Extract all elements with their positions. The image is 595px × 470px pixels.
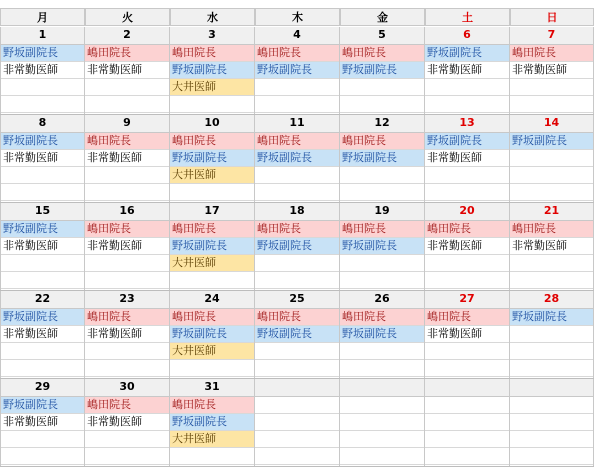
doctor-shift-entry: 非常勤医師 xyxy=(1,62,84,79)
empty-slot xyxy=(510,343,593,360)
empty-slot xyxy=(1,167,84,184)
doctor-shift-entry: 嶋田院長 xyxy=(85,221,169,238)
doctor-shift-entry: 大井医師 xyxy=(170,167,254,184)
doctor-shift-entry: 非常勤医師 xyxy=(85,150,169,167)
empty-slot xyxy=(170,96,254,113)
day-number: 30 xyxy=(85,379,169,397)
empty-slot xyxy=(510,79,593,96)
doctor-shift-entry: 嶋田院長 xyxy=(340,133,424,150)
doctor-shift-entry: 非常勤医師 xyxy=(510,62,593,79)
calendar-day-cell[interactable] xyxy=(170,115,255,203)
doctor-shift-entry: 野坂副院長 xyxy=(425,45,509,62)
empty-slot xyxy=(510,414,593,431)
empty-slot xyxy=(85,96,169,113)
doctor-shift-entry: 嶋田院長 xyxy=(85,133,169,150)
empty-slot xyxy=(170,184,254,201)
empty-slot xyxy=(255,255,339,272)
doctor-shift-entry: 嶋田院長 xyxy=(510,221,593,238)
doctor-shift-entry: 非常勤医師 xyxy=(1,150,84,167)
doctor-shift-entry: 大井医師 xyxy=(170,79,254,96)
weekday-header-fri: 金 xyxy=(340,8,425,26)
calendar-day-cell[interactable] xyxy=(170,291,255,379)
calendar-day-cell[interactable] xyxy=(0,203,85,291)
empty-slot xyxy=(85,448,169,465)
day-number: 23 xyxy=(85,291,169,309)
doctor-shift-entry: 嶋田院長 xyxy=(340,45,424,62)
empty-slot xyxy=(510,360,593,377)
calendar-day-cell[interactable] xyxy=(340,379,425,467)
day-number: 9 xyxy=(85,115,169,133)
empty-slot xyxy=(85,343,169,360)
weekday-header-sat: 土 xyxy=(425,8,510,26)
calendar-day-cell[interactable] xyxy=(510,203,594,291)
empty-slot xyxy=(1,255,84,272)
calendar-day-cell[interactable] xyxy=(510,379,594,467)
empty-slot xyxy=(510,184,593,201)
calendar-day-cell[interactable] xyxy=(170,27,255,115)
empty-slot xyxy=(340,255,424,272)
empty-slot xyxy=(340,431,424,448)
empty-slot xyxy=(255,431,339,448)
empty-slot xyxy=(340,397,424,414)
calendar-day-cell[interactable] xyxy=(85,115,170,203)
calendar-day-cell[interactable] xyxy=(425,203,510,291)
empty-slot xyxy=(1,96,84,113)
day-number: 28 xyxy=(510,291,593,309)
calendar-day-cell[interactable] xyxy=(85,203,170,291)
empty-slot xyxy=(425,272,509,289)
doctor-shift-entry: 嶋田院長 xyxy=(85,45,169,62)
day-number: 6 xyxy=(425,27,509,45)
calendar-day-cell[interactable] xyxy=(255,27,340,115)
calendar-day-cell[interactable] xyxy=(85,379,170,467)
calendar-day-cell[interactable] xyxy=(0,115,85,203)
doctor-shift-entry: 非常勤医師 xyxy=(425,238,509,255)
calendar-day-cell[interactable] xyxy=(510,27,594,115)
day-number: 21 xyxy=(510,203,593,221)
doctor-shift-entry: 非常勤医師 xyxy=(85,326,169,343)
calendar-week xyxy=(0,203,594,291)
empty-slot xyxy=(340,343,424,360)
day-number: 15 xyxy=(1,203,84,221)
doctor-shift-entry: 嶋田院長 xyxy=(255,309,339,326)
empty-slot xyxy=(425,360,509,377)
day-number: 7 xyxy=(510,27,593,45)
doctor-shift-entry: 嶋田院長 xyxy=(425,309,509,326)
empty-slot xyxy=(340,414,424,431)
calendar-day-cell[interactable] xyxy=(340,115,425,203)
doctor-shift-entry: 非常勤医師 xyxy=(85,62,169,79)
doctor-shift-entry: 嶋田院長 xyxy=(170,309,254,326)
empty-slot xyxy=(425,79,509,96)
doctor-shift-entry: 野坂副院長 xyxy=(340,326,424,343)
empty-slot xyxy=(1,448,84,465)
calendar-day-cell[interactable] xyxy=(425,291,510,379)
day-number: 3 xyxy=(170,27,254,45)
calendar-week xyxy=(0,115,594,203)
empty-slot xyxy=(510,397,593,414)
doctor-shift-entry: 嶋田院長 xyxy=(170,45,254,62)
weekday-header-wed: 水 xyxy=(170,8,255,26)
weekday-header-tue: 火 xyxy=(85,8,170,26)
calendar-day-cell[interactable] xyxy=(0,27,85,115)
doctor-shift-entry: 野坂副院長 xyxy=(255,150,339,167)
doctor-shift-entry: 非常勤医師 xyxy=(1,238,84,255)
empty-slot xyxy=(1,343,84,360)
doctor-shift-entry: 野坂副院長 xyxy=(255,238,339,255)
doctor-shift-entry: 野坂副院長 xyxy=(170,326,254,343)
week-bottom-border xyxy=(0,466,594,467)
calendar-week xyxy=(0,379,594,467)
calendar-day-cell[interactable] xyxy=(510,115,594,203)
empty-slot xyxy=(510,255,593,272)
empty-slot xyxy=(255,167,339,184)
doctor-shift-entry: 非常勤医師 xyxy=(1,326,84,343)
calendar-day-cell[interactable] xyxy=(0,291,85,379)
doctor-shift-entry: 嶋田院長 xyxy=(510,45,593,62)
empty-slot xyxy=(85,431,169,448)
day-number: 1 xyxy=(1,27,84,45)
calendar-day-cell[interactable] xyxy=(170,379,255,467)
empty-slot xyxy=(255,360,339,377)
doctor-shift-entry: 嶋田院長 xyxy=(170,221,254,238)
calendar-day-cell[interactable] xyxy=(85,291,170,379)
calendar-day-cell[interactable] xyxy=(340,203,425,291)
doctor-shift-entry: 嶋田院長 xyxy=(85,397,169,414)
doctor-shift-entry: 嶋田院長 xyxy=(340,309,424,326)
doctor-shift-entry: 非常勤医師 xyxy=(425,62,509,79)
calendar-week xyxy=(0,291,594,379)
empty-slot xyxy=(1,431,84,448)
calendar-day-cell[interactable] xyxy=(255,379,340,467)
day-number: 8 xyxy=(1,115,84,133)
weekday-header-mon: 月 xyxy=(0,8,85,26)
empty-slot xyxy=(85,184,169,201)
calendar-week xyxy=(0,27,594,115)
doctor-shift-entry: 野坂副院長 xyxy=(255,326,339,343)
calendar-day-cell[interactable] xyxy=(0,379,85,467)
calendar-day-cell[interactable] xyxy=(340,27,425,115)
day-number xyxy=(510,379,593,397)
empty-slot xyxy=(255,184,339,201)
doctor-shift-entry: 野坂副院長 xyxy=(1,221,84,238)
doctor-shift-entry: 野坂副院長 xyxy=(170,62,254,79)
doctor-shift-entry: 嶋田院長 xyxy=(255,45,339,62)
day-number xyxy=(425,379,509,397)
doctor-shift-entry: 野坂副院長 xyxy=(255,62,339,79)
empty-slot xyxy=(255,448,339,465)
empty-slot xyxy=(510,448,593,465)
empty-slot xyxy=(425,397,509,414)
empty-slot xyxy=(425,431,509,448)
calendar-day-cell[interactable] xyxy=(255,203,340,291)
empty-slot xyxy=(340,272,424,289)
doctor-shift-entry: 野坂副院長 xyxy=(1,397,84,414)
day-number xyxy=(340,379,424,397)
doctor-shift-entry: 野坂副院長 xyxy=(510,133,593,150)
doctor-shift-entry: 野坂副院長 xyxy=(425,133,509,150)
empty-slot xyxy=(1,184,84,201)
weekday-header-thu: 木 xyxy=(255,8,340,26)
weekday-header-row xyxy=(0,8,594,27)
empty-slot xyxy=(1,360,84,377)
doctor-shift-entry: 野坂副院長 xyxy=(1,309,84,326)
day-number: 18 xyxy=(255,203,339,221)
calendar-day-cell[interactable] xyxy=(425,379,510,467)
day-number: 25 xyxy=(255,291,339,309)
empty-slot xyxy=(255,397,339,414)
doctor-shift-entry: 非常勤医師 xyxy=(1,414,84,431)
empty-slot xyxy=(85,255,169,272)
empty-slot xyxy=(255,96,339,113)
doctor-shift-entry: 嶋田院長 xyxy=(85,309,169,326)
day-number: 2 xyxy=(85,27,169,45)
doctor-shift-entry: 野坂副院長 xyxy=(340,150,424,167)
doctor-shift-entry: 非常勤医師 xyxy=(425,326,509,343)
doctor-shift-entry: 大井医師 xyxy=(170,343,254,360)
empty-slot xyxy=(85,79,169,96)
empty-slot xyxy=(255,414,339,431)
empty-slot xyxy=(510,326,593,343)
empty-slot xyxy=(85,272,169,289)
doctor-shift-entry: 野坂副院長 xyxy=(1,45,84,62)
day-number: 20 xyxy=(425,203,509,221)
empty-slot xyxy=(340,167,424,184)
day-number: 4 xyxy=(255,27,339,45)
calendar-day-cell[interactable] xyxy=(85,27,170,115)
empty-slot xyxy=(255,343,339,360)
doctor-shift-entry: 野坂副院長 xyxy=(1,133,84,150)
empty-slot xyxy=(170,448,254,465)
doctor-shift-entry: 非常勤医師 xyxy=(510,238,593,255)
day-number: 17 xyxy=(170,203,254,221)
doctor-shift-entry: 野坂副院長 xyxy=(170,414,254,431)
day-number: 24 xyxy=(170,291,254,309)
doctor-shift-entry: 大井医師 xyxy=(170,255,254,272)
day-number: 13 xyxy=(425,115,509,133)
day-number: 19 xyxy=(340,203,424,221)
day-number: 5 xyxy=(340,27,424,45)
calendar-day-cell[interactable] xyxy=(255,291,340,379)
empty-slot xyxy=(1,272,84,289)
day-number: 22 xyxy=(1,291,84,309)
day-number: 10 xyxy=(170,115,254,133)
empty-slot xyxy=(340,184,424,201)
doctor-shift-entry: 嶋田院長 xyxy=(170,397,254,414)
empty-slot xyxy=(425,96,509,113)
empty-slot xyxy=(340,448,424,465)
empty-slot xyxy=(510,150,593,167)
empty-slot xyxy=(425,343,509,360)
empty-slot xyxy=(340,79,424,96)
day-number: 26 xyxy=(340,291,424,309)
empty-slot xyxy=(510,431,593,448)
day-number: 29 xyxy=(1,379,84,397)
day-number: 16 xyxy=(85,203,169,221)
doctor-shift-entry: 非常勤医師 xyxy=(85,414,169,431)
empty-slot xyxy=(425,414,509,431)
empty-slot xyxy=(1,79,84,96)
day-number: 27 xyxy=(425,291,509,309)
calendar-day-cell[interactable] xyxy=(425,27,510,115)
empty-slot xyxy=(170,272,254,289)
weekday-header-sun: 日 xyxy=(510,8,594,26)
empty-slot xyxy=(425,255,509,272)
empty-slot xyxy=(255,272,339,289)
doctor-shift-entry: 嶋田院長 xyxy=(255,133,339,150)
empty-slot xyxy=(425,448,509,465)
empty-slot xyxy=(170,360,254,377)
empty-slot xyxy=(510,272,593,289)
empty-slot xyxy=(510,167,593,184)
calendar-day-cell[interactable] xyxy=(170,203,255,291)
empty-slot xyxy=(85,360,169,377)
empty-slot xyxy=(425,167,509,184)
doctor-shift-entry: 非常勤医師 xyxy=(85,238,169,255)
empty-slot xyxy=(340,96,424,113)
calendar-day-cell[interactable] xyxy=(510,291,594,379)
doctor-shift-entry: 嶋田院長 xyxy=(340,221,424,238)
doctor-shift-entry: 非常勤医師 xyxy=(425,150,509,167)
doctor-shift-entry: 嶋田院長 xyxy=(255,221,339,238)
empty-slot xyxy=(85,167,169,184)
day-number: 31 xyxy=(170,379,254,397)
doctor-shift-entry: 野坂副院長 xyxy=(510,309,593,326)
day-number: 14 xyxy=(510,115,593,133)
calendar-day-cell[interactable] xyxy=(340,291,425,379)
doctor-shift-entry: 野坂副院長 xyxy=(170,150,254,167)
doctor-shift-entry: 嶋田院長 xyxy=(425,221,509,238)
day-number: 12 xyxy=(340,115,424,133)
doctor-shift-entry: 野坂副院長 xyxy=(340,238,424,255)
doctor-shift-entry: 野坂副院長 xyxy=(340,62,424,79)
empty-slot xyxy=(510,96,593,113)
calendar-day-cell[interactable] xyxy=(425,115,510,203)
empty-slot xyxy=(255,79,339,96)
empty-slot xyxy=(425,184,509,201)
doctor-shift-entry: 大井医師 xyxy=(170,431,254,448)
day-number: 11 xyxy=(255,115,339,133)
empty-slot xyxy=(340,360,424,377)
doctor-shift-entry: 嶋田院長 xyxy=(170,133,254,150)
day-number xyxy=(255,379,339,397)
doctor-shift-entry: 野坂副院長 xyxy=(170,238,254,255)
calendar-day-cell[interactable] xyxy=(255,115,340,203)
